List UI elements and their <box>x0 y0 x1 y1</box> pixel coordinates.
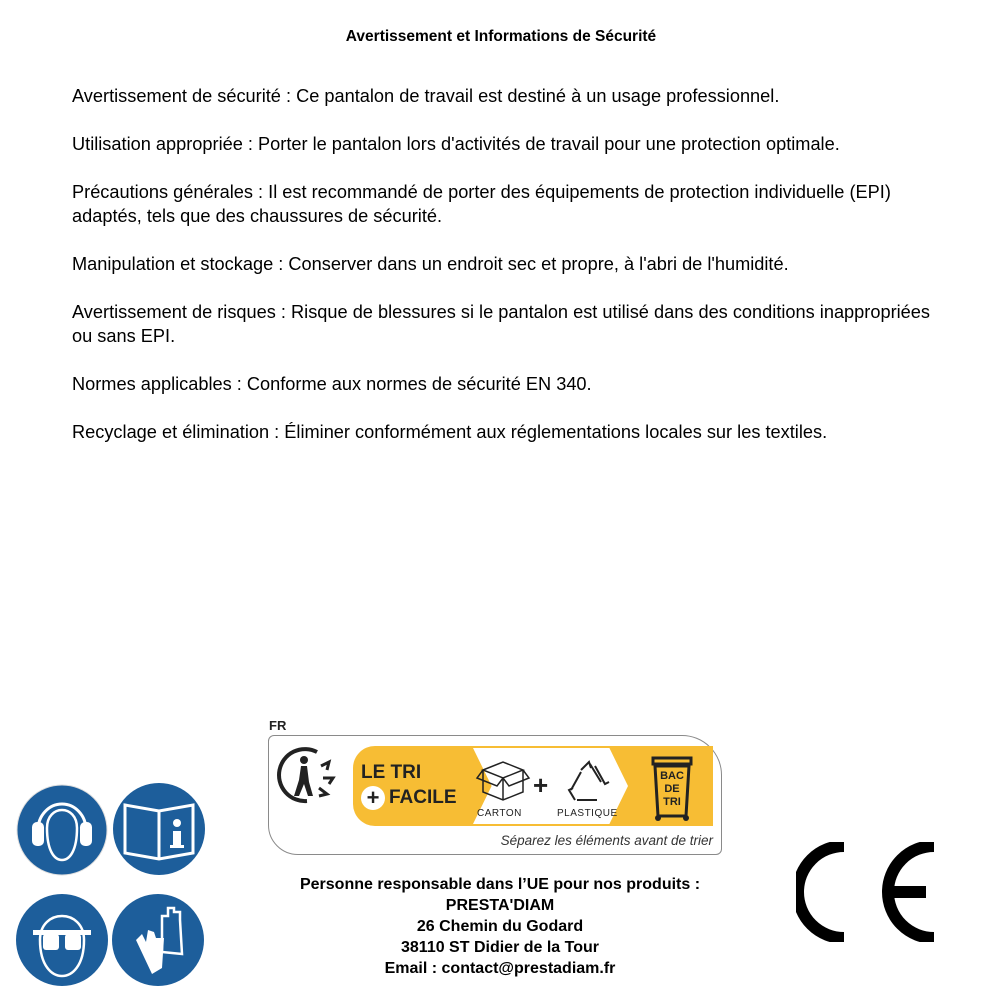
eu-responsible-contact <box>250 874 750 979</box>
paragraph-warning: Avertissement de sécurité : Ce pantalon de travail est destiné à un usage professionnel. <box>72 86 780 106</box>
contact-email: Email : contact@prestadiam.fr <box>384 960 616 977</box>
safety-text <box>72 84 942 468</box>
paragraph-risks: Avertissement de risques : Risque de blessures si le pantalon est utilisé dans des conditions inappropriées ou sans EPI. <box>72 302 930 346</box>
contact-city: 38110 ST Didier de la Tour <box>401 939 599 956</box>
paragraph-usage: Utilisation appropriée : Porter le pantalon lors d'activités de travail pour une protection optimale. <box>72 134 840 154</box>
contact-company: PRESTA'DIAM <box>445 897 555 914</box>
paragraph-recycling: Recyclage et élimination : Éliminer conformément aux réglementations locales sur les textiles. <box>72 422 828 442</box>
bin-label-2: DE <box>664 783 680 795</box>
bin-label-3: TRI <box>663 796 681 808</box>
gloves-icon <box>112 894 204 986</box>
paragraph-storage: Manipulation et stockage : Conserver dans un endroit sec et propre, à l'abri de l'humidité. <box>72 254 789 274</box>
page-title: Avertissement et Informations de Sécurité <box>345 28 657 45</box>
carton-label: CARTON <box>477 808 522 819</box>
triman-country: FR <box>269 718 287 733</box>
recycle-icon <box>567 760 613 804</box>
contact-heading: Personne responsable dans l’UE pour nos produits : <box>299 876 701 893</box>
triman-line1: LE TRI <box>361 762 422 783</box>
ear-protection-icon <box>16 784 108 876</box>
paragraph-precautions: Précautions générales : Il est recommandé de porter des équipements de protection individuelle (EPI) adaptés, tels que des chaussures de sécurité. <box>72 182 891 226</box>
eye-protection-icon <box>16 894 108 986</box>
read-manual-icon <box>113 783 205 875</box>
triman-line2: FACILE <box>389 787 457 808</box>
paragraph-standards: Normes applicables : Conforme aux normes de sécurité EN 340. <box>72 374 592 394</box>
carton-icon <box>475 758 531 802</box>
bin-label-1: BAC <box>660 770 684 782</box>
triman-logo <box>268 735 722 855</box>
triman-note: Séparez les éléments avant de trier <box>500 833 713 848</box>
plus-sign: + <box>533 770 549 800</box>
plus-icon: + <box>361 786 385 810</box>
ce-mark-icon <box>796 842 938 942</box>
triman-icon <box>277 744 339 806</box>
plastique-label: PLASTIQUE <box>557 808 618 819</box>
contact-address: 26 Chemin du Godard <box>416 918 584 935</box>
bin-label <box>655 770 689 809</box>
